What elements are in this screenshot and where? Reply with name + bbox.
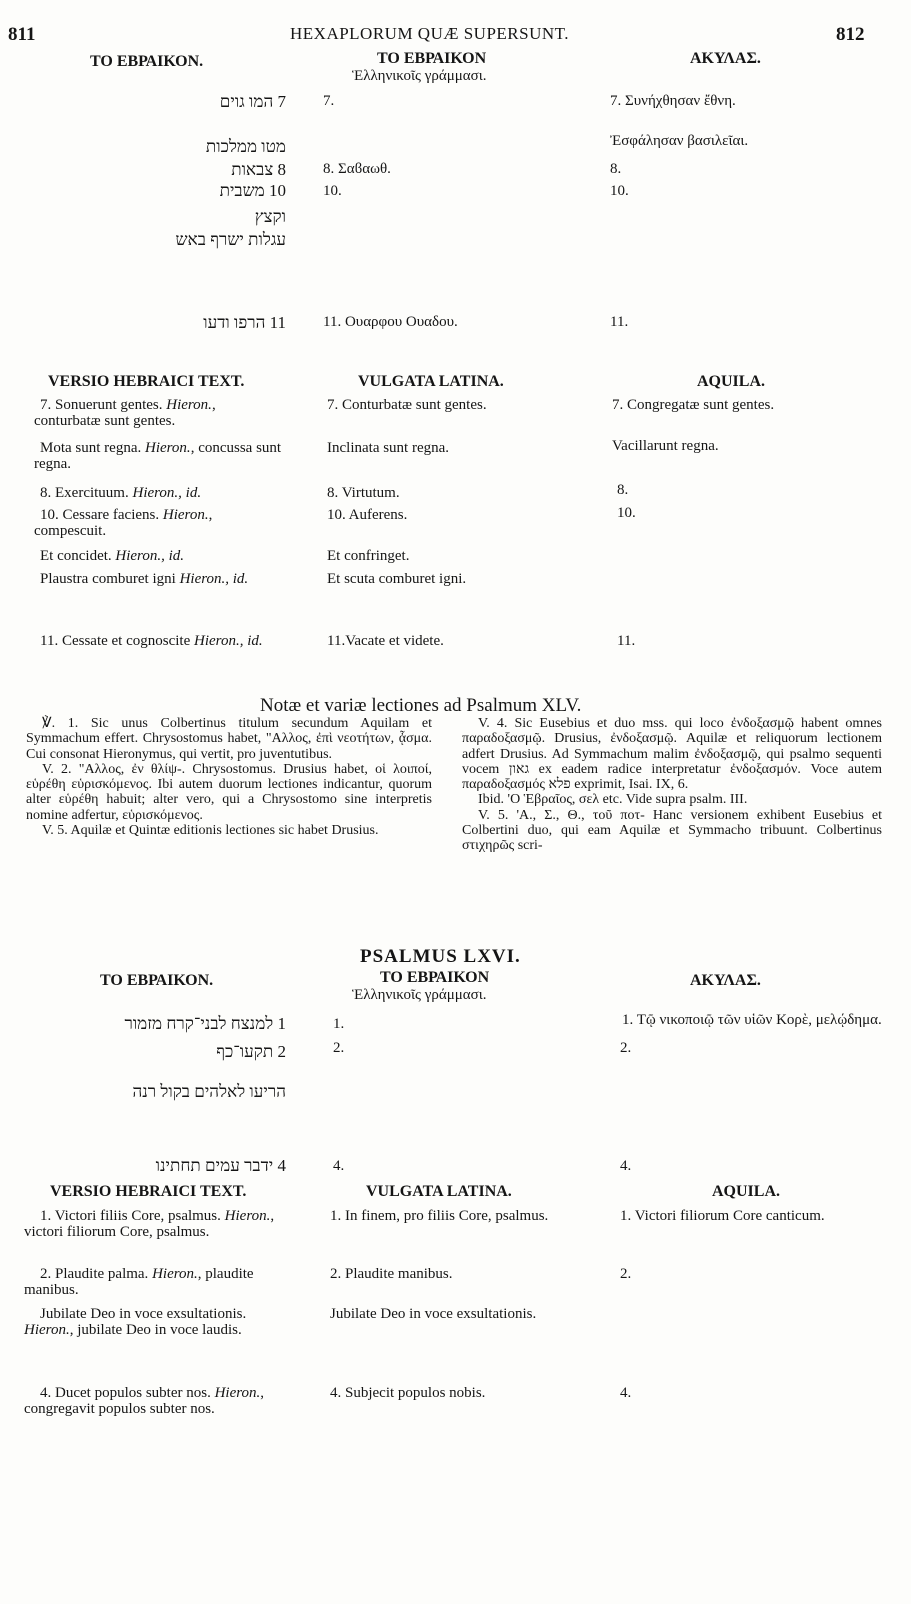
page-number-left: 811 bbox=[8, 24, 36, 45]
hebrew-line: 4 ידבר עמים תחתינו bbox=[155, 1156, 286, 1175]
col-header-translit: ΤΟ ΕΒΡΑΙΚΟΝ bbox=[377, 50, 487, 67]
page-number-right: 812 bbox=[836, 24, 865, 45]
translit-line: 1. bbox=[333, 1016, 345, 1032]
hebrew-line: 8 צבאות bbox=[231, 160, 286, 179]
versio-entry: 4. Ducet populos subter nos. Hieron., congregavit populos subter nos. bbox=[24, 1385, 265, 1417]
aquila-latin-entry: 8. bbox=[617, 482, 629, 498]
aquila-line: 1. Τῷ νικοποιῷ τῶν υἱῶν Κορὲ, μελῴδημα. bbox=[622, 1012, 882, 1028]
aquila-latin-entry: 11. bbox=[617, 633, 636, 649]
versio-entry: 1. Victori filiis Core, psalmus. Hieron., victori filiorum Core, psalmus. bbox=[24, 1208, 275, 1240]
translit-line: 11. Ουαρφου Ουαδου. bbox=[323, 314, 458, 330]
col-header-aquila-latin: AQUILA. bbox=[712, 1183, 781, 1200]
note-paragraph: V. 4. Sic Eusebius et duo mss. qui loco ἐνδοξασμῷ habent omnes παραδοξασμῷ. Drusius, ἐνδοξασμῷ. Aquilæ et reliquorum lectionem adfert Drusius. Ad Symmachum malim ἐνδοξασμῷ, qui psalmo sequenti vocem גאון ex eadem radice interpretatur ἐνδοξασμόν. Voce autem παραδοξασμός פלא exprimit, Isai. IX, 6. bbox=[462, 716, 882, 793]
vulgata-entry: Et scuta comburet igni. bbox=[327, 571, 467, 587]
vulgata-entry: 11.Vacate et videte. bbox=[327, 633, 444, 649]
translit-line: 4. bbox=[333, 1158, 345, 1174]
versio-entry: 2. Plaudite palma. Hieron., plaudite manibus. bbox=[24, 1266, 254, 1298]
col-header-versio: VERSIO HEBRAICI TEXT. bbox=[50, 1183, 247, 1200]
translit-line: 2. bbox=[333, 1040, 345, 1056]
vulgata-entry: 4. Subjecit populos nobis. bbox=[330, 1385, 486, 1401]
aquila-latin-entry: 1. Victori filiorum Core canticum. bbox=[620, 1208, 825, 1224]
versio-entry: 8. Exercituum. Hieron., id. bbox=[40, 485, 202, 501]
col-header-aquila-latin: AQUILA. bbox=[697, 373, 766, 390]
translit-line: 10. bbox=[323, 183, 342, 199]
aquila-latin-entry: 4. bbox=[620, 1385, 632, 1401]
versio-entry: Jubilate Deo in voce exsultationis. Hieron., jubilate Deo in voce laudis. bbox=[24, 1306, 247, 1338]
col-header-translit-sub: Ἑλληνικοῖς γράμμασι. bbox=[352, 987, 487, 1003]
aquila-latin-entry: 10. bbox=[617, 505, 636, 521]
vulgata-entry: Inclinata sunt regna. bbox=[327, 440, 450, 456]
versio-entry: 10. Cessare faciens. Hieron., compescuit. bbox=[34, 507, 213, 539]
col-header-aquila: ΑΚΥΛΑΣ. bbox=[690, 50, 761, 67]
aquila-latin-entry: Vacillarunt regna. bbox=[612, 438, 719, 454]
vulgata-entry: 1. In finem, pro filiis Core, psalmus. bbox=[330, 1208, 549, 1224]
note-paragraph: V. 2. "Αλλος, ἐν θλίψ-. Chrysostomus. Drusius habet, οἱ λοιποί, εὑρέθη εὑρισκόμενος. Ibi autem duorum lectiones indicantur, quorum alter εὑρέθη habuit; alter vero, qui a Chrysostomo sine interpretis nomine adfertur, εὑρισκόμενος. bbox=[26, 761, 432, 823]
versio-entry: Plaustra comburet igni Hieron., id. bbox=[40, 571, 249, 587]
col-header-versio: VERSIO HEBRAICI TEXT. bbox=[48, 373, 245, 390]
hebrew-line: מטו ממלכות bbox=[205, 137, 286, 156]
col-header-vulgata: VULGATA LATINA. bbox=[366, 1183, 512, 1200]
note-paragraph: V. 5. Aquilæ et Quintæ editionis lectiones sic habet Drusius. bbox=[42, 823, 379, 839]
note-paragraph: V. 5. 'Α., Σ., Θ., τοῦ ποτ- Hanc versionem exhibent Eusebius et Colbertini duo, qui eam Aquilæ et Symmacho tribuunt. Colbertinus στιχηρῶς scri- bbox=[462, 807, 882, 854]
aquila-line: 7. Συνήχθησαν ἔθνη. bbox=[610, 93, 736, 109]
col-header-hebrew: ΤΟ ΕΒΡΑΙΚΟΝ. bbox=[90, 53, 204, 70]
hebrew-line: 2 תקעו־כף bbox=[216, 1042, 286, 1061]
aquila-line: 11. bbox=[610, 314, 629, 330]
aquila-line: 2. bbox=[620, 1040, 632, 1056]
col-header-vulgata: VULGATA LATINA. bbox=[358, 373, 504, 390]
aquila-line: 4. bbox=[620, 1158, 632, 1174]
vulgata-entry: 7. Conturbatæ sunt gentes. bbox=[327, 397, 487, 413]
notes-right-column bbox=[462, 716, 882, 854]
aquila-latin-entry: 2. bbox=[620, 1266, 632, 1282]
running-head: HEXAPLORUM QUÆ SUPERSUNT. bbox=[290, 24, 570, 43]
translit-line: 7. bbox=[323, 93, 335, 109]
hebrew-line: 1 למנצח לבני־קרח מזמור bbox=[124, 1014, 286, 1033]
hebrew-line: 10 משבית bbox=[219, 181, 286, 200]
col-header-translit: ΤΟ ΕΒΡΑΙΚΟΝ bbox=[380, 969, 490, 986]
vulgata-entry: 10. Auferens. bbox=[327, 507, 408, 523]
note-paragraph: ℣. 1. Sic unus Colbertinus titulum secundum Aquilam et Symmachum effert. Chrysostomus habet, "Αλλος, ἐπὶ νεοτήτων, ᾆσμα. Cui consonat Hieronymus, qui vertit, pro juventutibus. bbox=[26, 716, 432, 762]
note-paragraph: Ibid. 'Ο Ἑβραῖος, σελ etc. Vide supra psalm. III. bbox=[478, 792, 748, 808]
vulgata-entry: 8. Virtutum. bbox=[327, 485, 400, 501]
notes-left-column bbox=[26, 716, 432, 838]
hebrew-line: הריעו לאלהים בקול רנה bbox=[132, 1082, 286, 1101]
col-header-aquila: ΑΚΥΛΑΣ. bbox=[690, 972, 761, 989]
aquila-line: 10. bbox=[610, 183, 629, 199]
hebrew-line: 11 הרפו ודעו bbox=[203, 313, 286, 332]
hebrew-line: עגלות ישרף באש bbox=[175, 230, 286, 249]
hebrew-line: וקצץ bbox=[254, 207, 286, 226]
aquila-line: Ἐσφάλησαν βασιλεῖαι. bbox=[610, 133, 749, 149]
col-header-hebrew: ΤΟ ΕΒΡΑΙΚΟΝ. bbox=[100, 972, 214, 989]
versio-entry: Mota sunt regna. Hieron., concussa sunt regna. bbox=[34, 440, 282, 472]
versio-entry: Et concidet. Hieron., id. bbox=[40, 548, 184, 564]
notes-title: Notæ et variæ lectiones ad Psalmum XLV. bbox=[260, 695, 582, 716]
versio-entry: 7. Sonuerunt gentes. Hieron., conturbatæ sunt gentes. bbox=[34, 397, 216, 429]
psalm-title: PSALMUS LXVI. bbox=[360, 946, 521, 967]
aquila-line: 8. bbox=[610, 161, 622, 177]
translit-line: 8. Σαϐαωθ. bbox=[323, 161, 391, 177]
col-header-translit-sub: Ἑλληνικοῖς γράμμασι. bbox=[352, 68, 487, 84]
vulgata-entry: 2. Plaudite manibus. bbox=[330, 1266, 453, 1282]
vulgata-entry: Et confringet. bbox=[327, 548, 410, 564]
versio-entry: 11. Cessate et cognoscite Hieron., id. bbox=[40, 633, 263, 649]
aquila-latin-entry: 7. Congregatæ sunt gentes. bbox=[612, 397, 775, 413]
hebrew-line: 7 המו גוים bbox=[219, 92, 286, 111]
vulgata-entry: Jubilate Deo in voce exsultationis. bbox=[330, 1306, 537, 1322]
